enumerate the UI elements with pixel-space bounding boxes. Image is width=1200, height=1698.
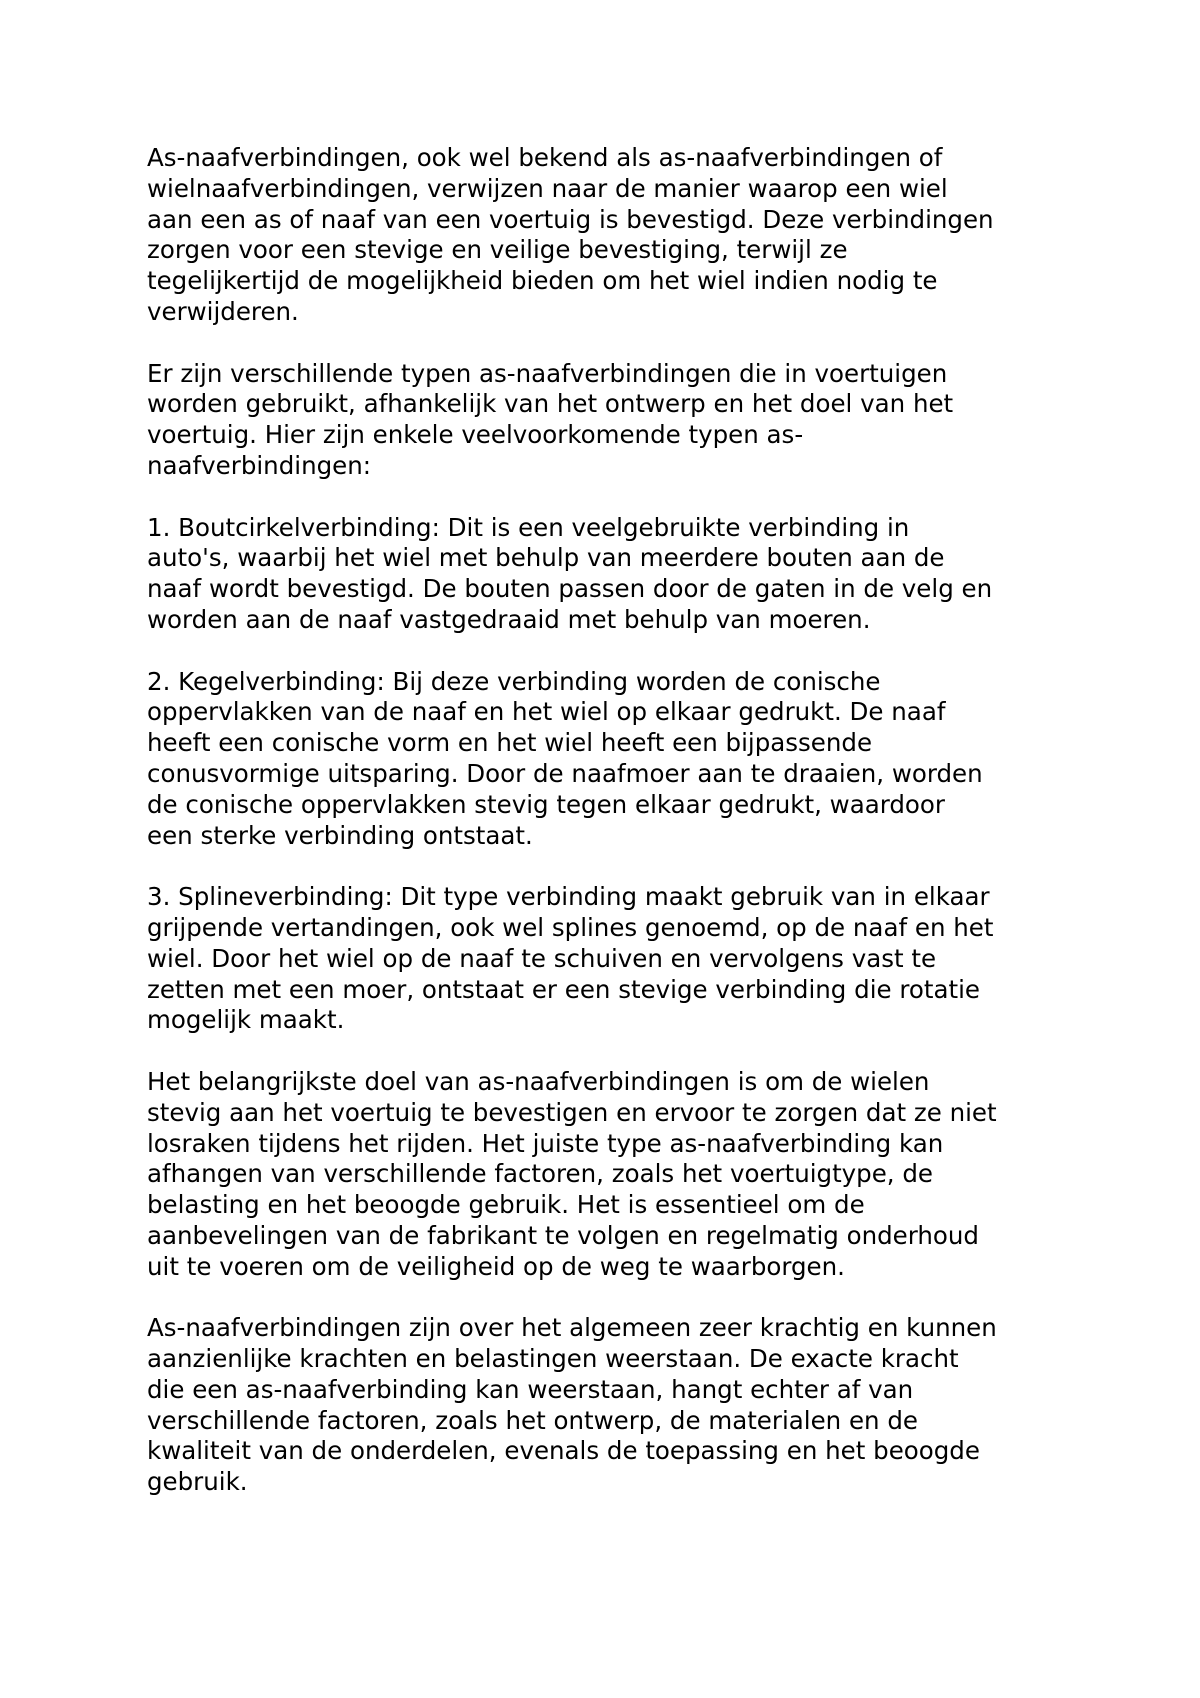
paragraph-kegelverbinding: 2. Kegelverbinding: Bij deze verbinding worden de conische oppervlakken van de naaf en het wiel op elkaar gedrukt. De naaf heeft een conische vorm en het wiel heeft een bijpassende conusvormige uitsparing. Door de naafmoer aan te draaien, worden de conische oppervlakken stevig tegen elkaar gedrukt, waardoor een sterke verbinding ontstaat. <box>147 666 983 850</box>
paragraph-splineverbinding: 3. Splineverbinding: Dit type verbinding maakt gebruik van in elkaar grijpende vertandingen, ook wel splines genoemd, op de naaf en het wiel. Door het wiel op de naaf te schuiven en vervolgens vast te zetten met een moer, ontstaat er een stevige verbinding die rotatie mogelijk maakt. <box>147 882 994 1035</box>
paragraph-boutcirkelverbinding: 1. Boutcirkelverbinding: Dit is een veelgebruikte verbinding in auto's, waarbij het wiel met behulp van meerdere bouten aan de naaf wordt bevestigd. De bouten passen door de gaten in de velg en worden aan de naaf vastgedraaid met behulp van moeren. <box>147 512 993 634</box>
paragraph-strength: As-naafverbindingen zijn over het algemeen zeer krachtig en kunnen aanzienlijke krachten en belastingen weerstaan. De exacte kracht die een as-naafverbinding kan weerstaan, hangt echter af van verschillende factoren, zoals het ontwerp, de materialen en de kwaliteit van de onderdelen, evenals de toepassing en het beoogde gebruik. <box>147 1313 997 1497</box>
document-body <box>147 143 1087 1529</box>
paragraph-intro: As-naafverbindingen, ook wel bekend als as-naafverbindingen of wielnaafverbindingen, verwijzen naar de manier waarop een wiel aan een as of naaf van een voertuig is bevestigd. Deze verbindingen zorgen voor een stevige en veilige bevestiging, terwijl ze tegelijkertijd de mogelijkheid bieden om het wiel indien nodig te verwijderen. <box>147 143 994 326</box>
paragraph-purpose: Het belangrijkste doel van as-naafverbindingen is om de wielen stevig aan het voertuig te bevestigen en ervoor te zorgen dat ze niet losraken tijdens het rijden. Het juiste type as-naafverbinding kan afhangen van verschillende factoren, zoals het voertuigtype, de belasting en het beoogde gebruik. Het is essentieel om de aanbevelingen van de fabrikant te volgen en regelmatig onderhoud uit te voeren om de veiligheid op de weg te waarborgen. <box>147 1066 997 1281</box>
paragraph-types-intro: Er zijn verschillende typen as-naafverbindingen die in voertuigen worden gebruikt, afhankelijk van het ontwerp en het doel van het voertuig. Hier zijn enkele veelvoorkomende typen as- naafverbindingen: <box>147 358 954 480</box>
